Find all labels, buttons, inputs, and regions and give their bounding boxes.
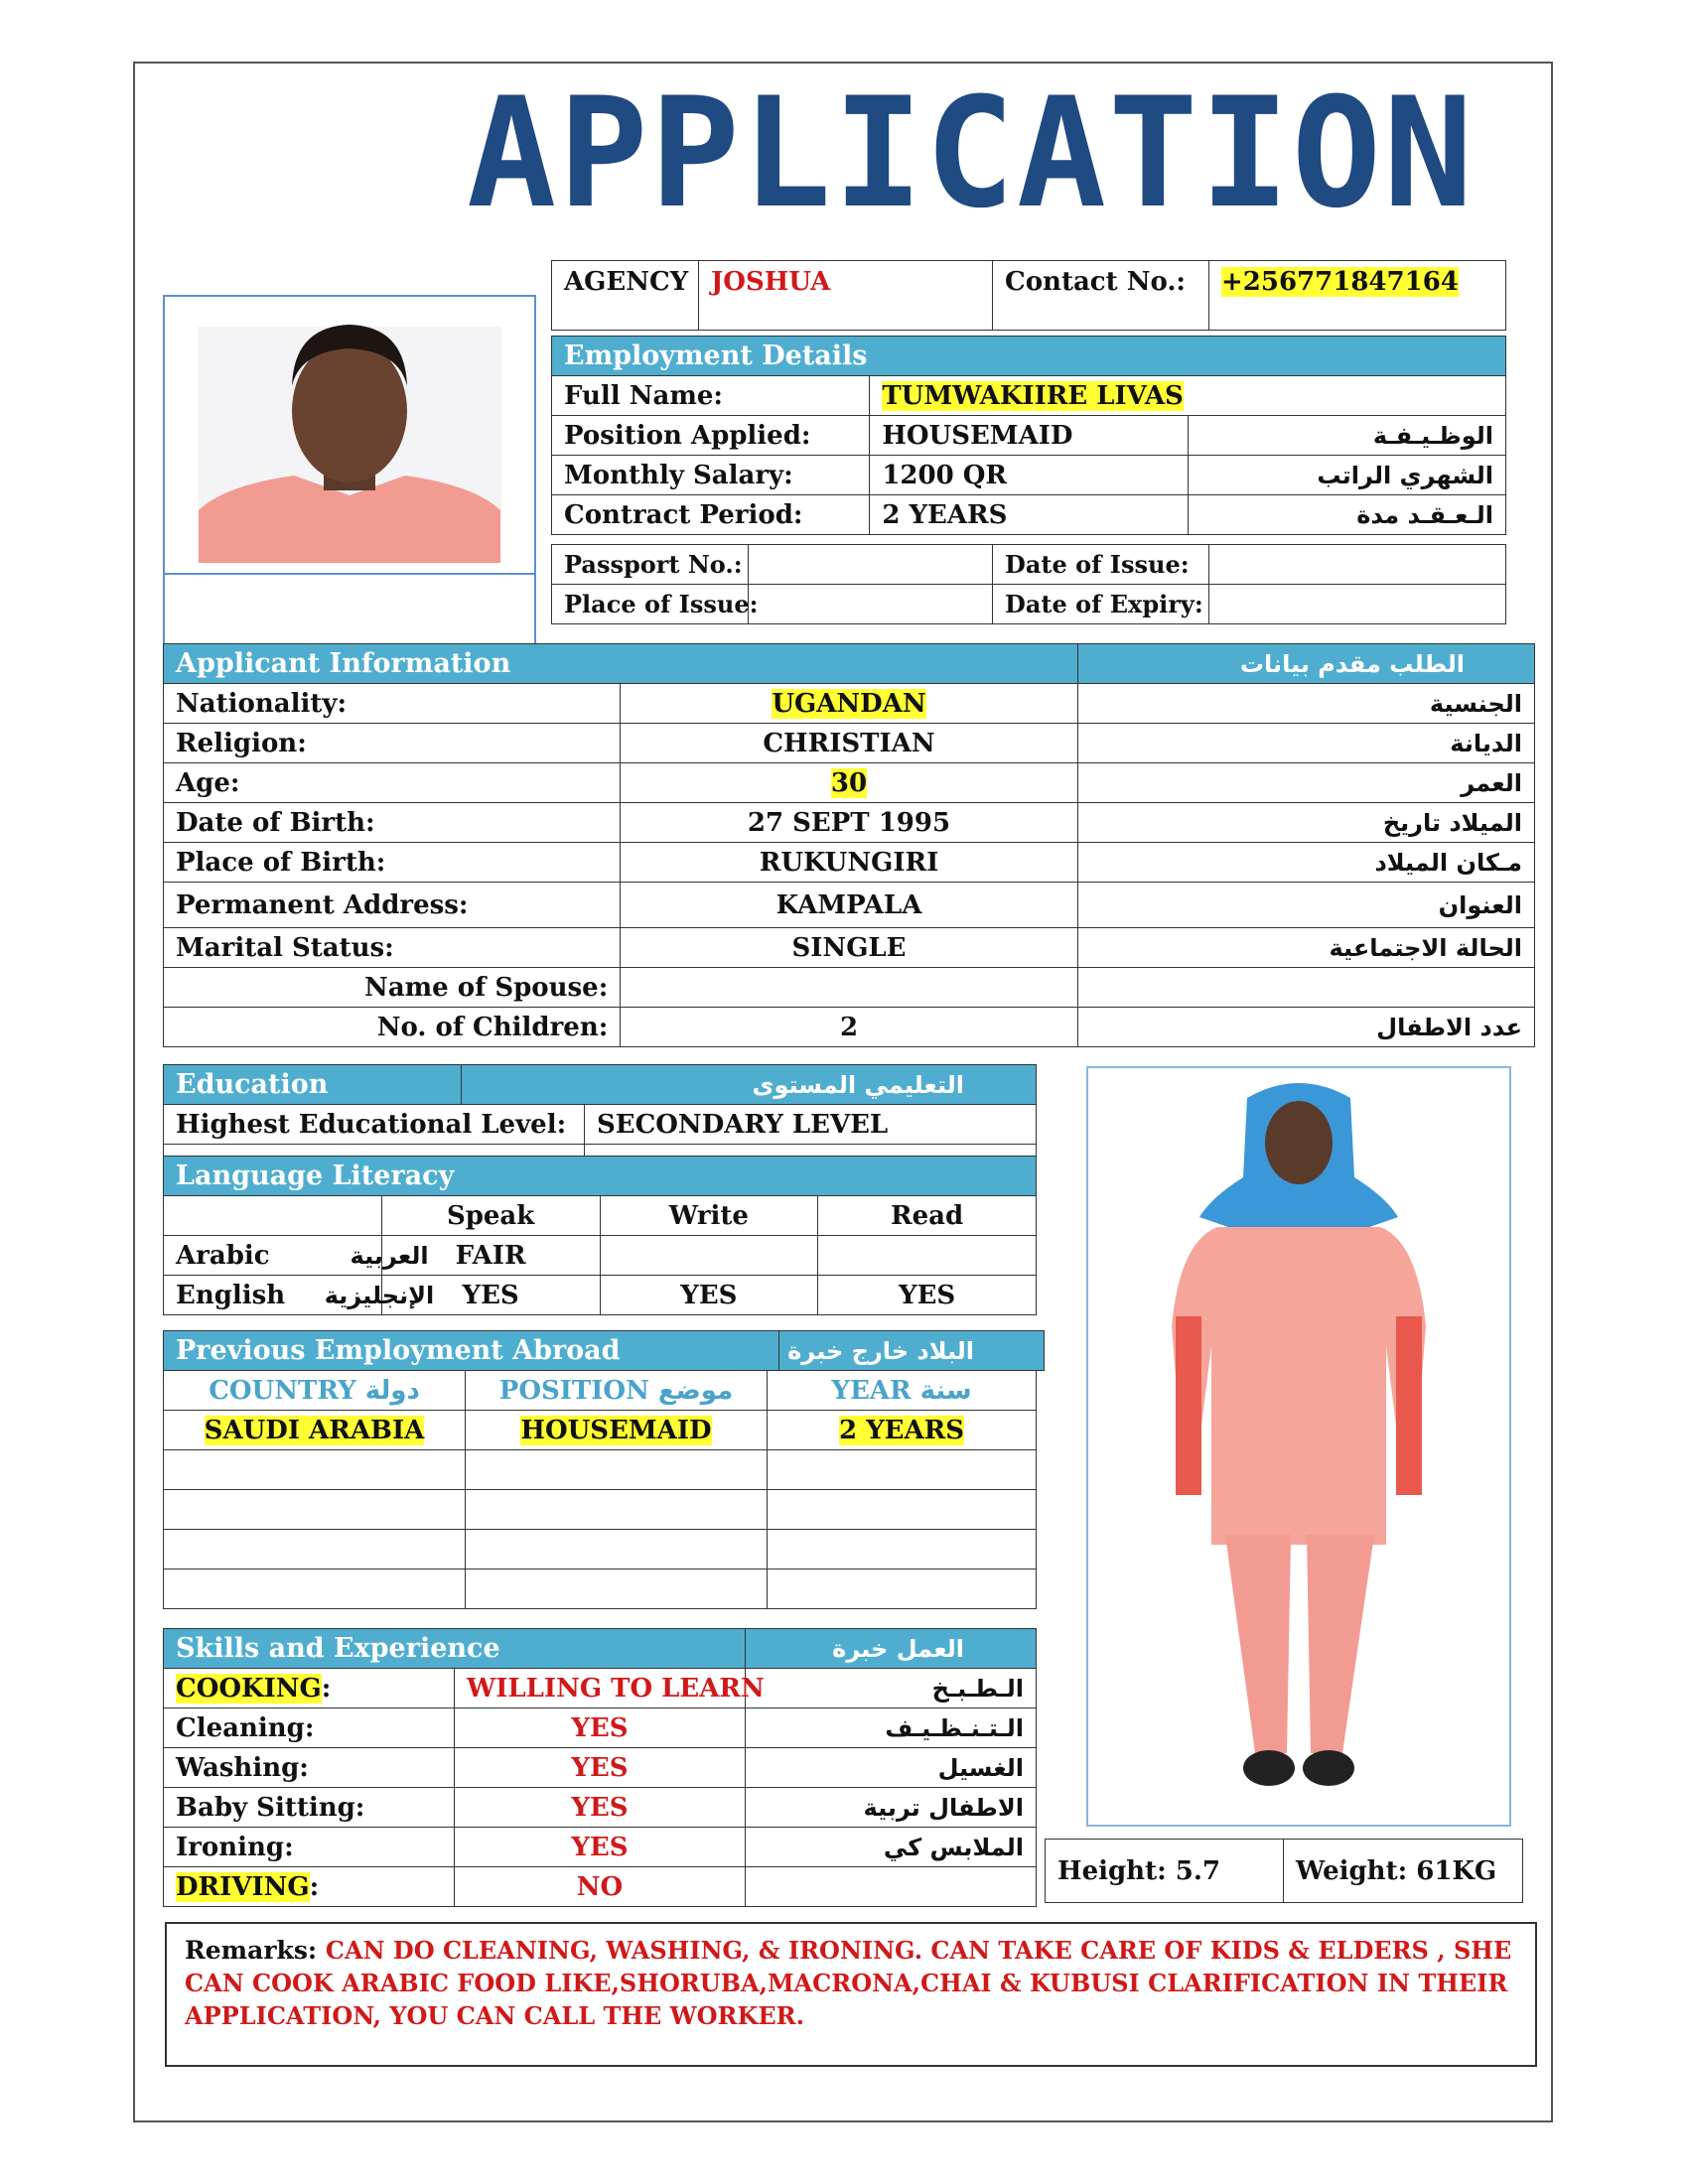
previous-body [163, 1370, 1037, 1609]
previous-header-ar: البلاد خارج خبرة [779, 1331, 1045, 1371]
agency-label: AGENCY [552, 261, 699, 331]
religion-ar: الديانة [1077, 724, 1534, 763]
arabic-speak: FAIR [381, 1236, 600, 1276]
children-ar: عدد الاطفال [1077, 1008, 1534, 1047]
age-label: Age: [164, 763, 621, 803]
weight-value: Weight: 61KG [1284, 1840, 1523, 1903]
dob-value: 27 SEPT 1995 [621, 803, 1077, 843]
col-country-ar: دولة [364, 1375, 420, 1406]
passport-no-value [749, 545, 993, 585]
prev-empty [768, 1490, 1037, 1530]
arabic-write [600, 1236, 818, 1276]
spouse-value [621, 968, 1077, 1008]
full-body-photo [1086, 1066, 1511, 1827]
salary-ar: الشهري الراتب [1188, 456, 1505, 495]
skill-washing-label: Washing [176, 1752, 300, 1783]
prev-empty [466, 1450, 768, 1490]
prev-empty [164, 1530, 466, 1570]
remarks-label: Remarks: [185, 1936, 318, 1965]
dob-ar: الميلاد تاريخ [1077, 803, 1534, 843]
religion-value: CHRISTIAN [621, 724, 1077, 763]
remarks-box [165, 1922, 1537, 2067]
english-write: YES [600, 1276, 818, 1315]
skills-table [163, 1628, 1037, 1907]
applicant-header-ar: الطلب مقدم بيانات [1077, 644, 1534, 684]
applicant-table [163, 643, 1535, 1047]
education-label: Highest Educational Level: [164, 1105, 585, 1145]
skill-cleaning-label: Cleaning [176, 1712, 305, 1743]
skill-ironing-ar: الملابس كي [746, 1828, 1037, 1867]
lang-arabic-ar: العربية [350, 1241, 429, 1270]
lang-english-en: English [176, 1280, 286, 1310]
prev-country-cell [164, 1411, 466, 1450]
agency-table [551, 260, 1506, 331]
skill-babysitting: Baby Sitting: [164, 1788, 455, 1828]
prev-position: HOUSEMAID [520, 1415, 712, 1445]
prev-empty [768, 1530, 1037, 1570]
english-read: YES [818, 1276, 1037, 1315]
english-speak: YES [381, 1276, 600, 1315]
col-year-ar: سنة [919, 1375, 972, 1406]
spouse-label: Name of Spouse: [164, 968, 621, 1008]
skill-washing-ar: الغسيل [746, 1748, 1037, 1788]
salary-label: Monthly Salary: [552, 456, 870, 495]
dob-label: Date of Birth: [164, 803, 621, 843]
skill-cleaning: Cleaning: [164, 1708, 455, 1748]
prev-empty [768, 1570, 1037, 1609]
skill-cooking: COOKING: [164, 1669, 455, 1708]
education-spacer-2 [585, 1145, 1037, 1157]
remarks-text: CAN DO CLEANING, WASHING, & IRONING. CAN TAKE CARE OF KIDS & ELDERS , SHE CAN COOK ARABIC FOOD LIKE,SHORUBA,MACRONA,CHAI & KUBUSI CLARIFICATION IN THEIR APPLICATION, YOU CAN CALL THE WORKER. [185, 1936, 1512, 2030]
skill-babysitting-ar: الاطفال تربية [746, 1788, 1037, 1828]
col-year [768, 1371, 1037, 1411]
skill-driving-label: DRIVING [176, 1871, 310, 1902]
language-table [163, 1156, 1037, 1315]
skill-cleaning-value: YES [455, 1708, 746, 1748]
col-country [164, 1371, 466, 1411]
date-issue-label: Date of Issue: [993, 545, 1209, 585]
prev-empty [466, 1570, 768, 1609]
passport-table [551, 544, 1506, 624]
prev-empty [768, 1450, 1037, 1490]
contract-label: Contract Period: [552, 495, 870, 535]
address-label: Permanent Address: [164, 883, 621, 928]
skill-washing-value: YES [455, 1748, 746, 1788]
prev-year-cell [768, 1411, 1037, 1450]
col-write: Write [600, 1196, 818, 1236]
full-name-cell [870, 376, 1506, 416]
arabic-read [818, 1236, 1037, 1276]
col-position [466, 1371, 768, 1411]
skill-cooking-label: COOKING [176, 1673, 322, 1704]
height-value: Height: 5.7 [1046, 1840, 1284, 1903]
employment-header: Employment Details [552, 337, 1506, 376]
contact-label: Contact No.: [993, 261, 1209, 331]
prev-position-cell [466, 1411, 768, 1450]
address-value: KAMPALA [621, 883, 1077, 928]
education-header-ar: التعليمي المستوى [462, 1065, 1037, 1105]
skill-driving-ar [746, 1867, 1037, 1907]
lang-english-ar: الإنجليزية [324, 1281, 435, 1309]
education-value: SECONDARY LEVEL [585, 1105, 1037, 1145]
position-ar: الوظـيـفـة [1188, 416, 1505, 456]
nationality-ar: الجنسية [1077, 684, 1534, 724]
contact-cell [1209, 261, 1506, 331]
lang-english [164, 1276, 435, 1315]
full-name-value: TUMWAKIIRE LIVAS [882, 380, 1184, 411]
education-table [163, 1064, 1037, 1105]
skill-babysitting-value: YES [455, 1788, 746, 1828]
full-name-label: Full Name: [552, 376, 870, 416]
prev-empty [466, 1530, 768, 1570]
employment-table [551, 336, 1506, 535]
skill-cooking-value: WILLING TO LEARN [455, 1669, 746, 1708]
skill-cleaning-ar: الـتـنـظـيـف [746, 1708, 1037, 1748]
language-corner [164, 1196, 382, 1236]
skill-driving-value: NO [455, 1867, 746, 1907]
previous-table [163, 1330, 1045, 1371]
skill-babysitting-label: Baby Sitting [176, 1792, 355, 1823]
date-expiry-label: Date of Expiry: [993, 585, 1209, 624]
page-title: APPLICATION [467, 66, 1476, 242]
passport-no-label: Passport No.: [552, 545, 749, 585]
col-speak: Speak [381, 1196, 600, 1236]
marital-label: Marital Status: [164, 928, 621, 968]
nationality-cell [621, 684, 1077, 724]
skills-header-ar: العمل خبرة [746, 1629, 1037, 1669]
language-header: Language Literacy [164, 1157, 1037, 1196]
prev-empty [164, 1570, 466, 1609]
date-expiry-value [1209, 585, 1506, 624]
skill-ironing-label: Ironing [176, 1832, 285, 1862]
measure-table [1045, 1839, 1523, 1903]
lang-arabic [164, 1236, 429, 1276]
marital-value: SINGLE [621, 928, 1077, 968]
col-position-ar: موضع [657, 1375, 734, 1406]
education-header: Education [164, 1065, 462, 1105]
pob-label: Place of Birth: [164, 843, 621, 883]
skill-ironing-value: YES [455, 1828, 746, 1867]
col-position-en: POSITION [498, 1375, 649, 1406]
education-body [163, 1104, 1037, 1157]
photo-frame-outline [163, 295, 536, 668]
full-body-image [1088, 1068, 1509, 1825]
prev-country: SAUDI ARABIA [204, 1415, 425, 1445]
prev-year: 2 YEARS [838, 1415, 965, 1445]
marital-ar: الحالة الاجتماعية [1077, 928, 1534, 968]
place-issue-label: Place of Issue: [552, 585, 749, 624]
pob-value: RUKUNGIRI [621, 843, 1077, 883]
contract-ar: الـعـقـد مدة [1188, 495, 1505, 535]
col-read: Read [818, 1196, 1037, 1236]
children-label: No. of Children: [164, 1008, 621, 1047]
nationality-value: UGANDAN [772, 688, 926, 719]
skill-washing: Washing: [164, 1748, 455, 1788]
address-ar: العنوان [1077, 883, 1534, 928]
skill-cooking-ar: الـطـبـخ [746, 1669, 1037, 1708]
skill-ironing: Ironing: [164, 1828, 455, 1867]
col-country-en: COUNTRY [209, 1375, 356, 1406]
position-label: Position Applied: [552, 416, 870, 456]
previous-header: Previous Employment Abroad [164, 1331, 779, 1371]
prev-empty [466, 1490, 768, 1530]
prev-empty [164, 1450, 466, 1490]
salary-value: 1200 QR [870, 456, 1188, 495]
lang-arabic-en: Arabic [176, 1240, 270, 1271]
age-ar: العمر [1077, 763, 1534, 803]
age-cell [621, 763, 1077, 803]
skills-header: Skills and Experience [164, 1629, 746, 1669]
contact-value: +256771847164 [1221, 267, 1459, 297]
applicant-header: Applicant Information [164, 644, 1078, 684]
skill-driving: DRIVING: [164, 1867, 455, 1907]
col-year-en: YEAR [831, 1375, 912, 1406]
position-value: HOUSEMAID [870, 416, 1188, 456]
religion-label: Religion: [164, 724, 621, 763]
pob-ar: مـكان الميلاد [1077, 843, 1534, 883]
contract-value: 2 YEARS [870, 495, 1188, 535]
place-issue-value [749, 585, 993, 624]
agency-value: JOSHUA [699, 261, 993, 331]
date-issue-value [1209, 545, 1506, 585]
children-value: 2 [621, 1008, 1077, 1047]
spouse-ar [1077, 968, 1534, 1008]
prev-empty [164, 1490, 466, 1530]
age-value: 30 [830, 767, 868, 798]
nationality-label: Nationality: [164, 684, 621, 724]
education-spacer [164, 1145, 585, 1157]
